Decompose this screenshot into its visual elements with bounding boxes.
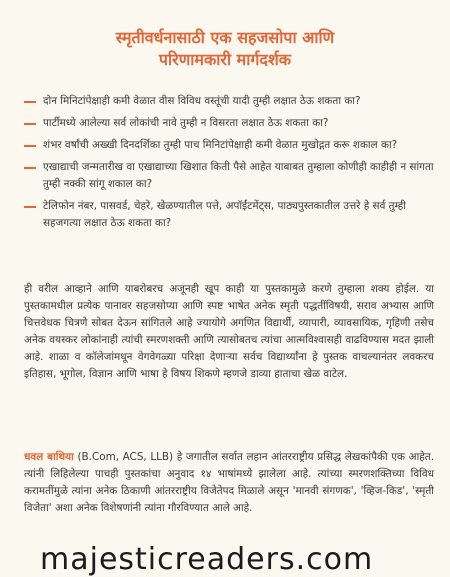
book-title (0, 27, 450, 71)
dash-icon (24, 123, 36, 125)
list-item-text: पार्टीमध्ये आलेल्या सर्व लोकांची नावे तुम्ही न विसरता लक्षात ठेऊ शकता का? (43, 117, 329, 129)
dash-icon (24, 145, 36, 147)
author-bio (24, 449, 434, 517)
list-item (24, 115, 434, 132)
author-name: धवल बाथिया (24, 451, 74, 463)
author-bio-text: (B.Com, ACS, LLB) हे जगातील सर्वात लहान आंतरराष्ट्रीय प्रसिद्ध लेखकांपैकी एक आहेत. त्यांनी लिहिलेल्या पाचही पुस्तकांचा अनुवाद १४ भाषांमध्ये झालेला आहे. त्यांच्या स्मरणशक्तिच्या विविध करामतींमुळे त्यांना अनेक ठिकाणी आंतरराष्ट्रीय विजेतेपद मिळाले असून 'मानवी संगणक', 'व्हिज-किड', 'स्मृती विजेता' अशा अनेक विशेषणांनी त्यांना गौरविण्यात आले आहे. (24, 451, 434, 514)
description-paragraph: ही वरील आव्हाने आणि याबरोबरच अजूनही खूप काही या पुस्तकामुळे करणे तुम्हाला शक्य होईल. या पुस्तकामधील प्रत्येक पानावर सहजसोप्या आणि स्पष्ट भाषेत अनेक स्मृती पद्धतींविषयी, सराव अभ्यास आणि चित्तवेधक चित्रणे सोबत देऊन सांगितले आहे ज्यायोगे अगणित विद्यार्थी, व्यापारी, व्यावसायिक, गृहिणी तसेच अनेक वयस्कर लोकांनाही त्यांची स्मरणशक्ती आणि त्यासोबतच त्यांचा आत्मविश्वासही वाढविण्यास मदत झाली आहे. शाळा व कॉलेजांमधून वेगवेगळ्या परिक्षा देणाऱ्या सर्वच विद्यार्थ्यांना हे पुस्तक वाचल्यानंतर लवकरच इतिहास, भूगोल, विज्ञान आणि भाषा हे विषय शिकणे म्हणजे डाव्या हाताचा खेळ वाटेल. (24, 283, 434, 380)
watermark: majesticreaders.com (40, 542, 374, 577)
title-line-1: स्मृतीवर्धनासाठी एक सहजसोपा आणि (115, 28, 335, 47)
title-line-2: परिणामकारी मार्गदर्शक (158, 50, 292, 69)
list-item-text: शंभर वर्षांची अख्खी दिनदर्शिका तुम्ही पाच मिनिटांपेक्षाही कमी वेळात मुखोद्गत करू शकाल का? (43, 139, 398, 151)
dash-icon (24, 167, 36, 169)
list-item-text: टेलिफोन नंबर, पासवर्ड, चेहरे, खेळण्यातील पत्ते, अपॉईंटमेंट्स, पाठ्यपुस्तकातील उत्तरे हे सर्व तुम्ही सहजगत्या लक्षात ठेऊ शकता का? (43, 200, 406, 229)
list-item-text: एखाद्याची जन्मतारीख वा एखाद्याच्या खिशात किती पैसे आहेत याबाबत तुम्हाला कोणीही काहीही न सांगता तुम्ही नक्की सांगू शकाल का? (43, 161, 434, 190)
list-item (24, 198, 434, 232)
list-item-text: दोन मिनिटांपेक्षाही कमी वेळात वीस विविध वस्तूंची यादी तुम्ही लक्षात ठेऊ शकता का? (43, 95, 361, 107)
dash-icon (24, 206, 36, 208)
dash-icon (24, 101, 36, 103)
list-item (24, 137, 434, 154)
question-list (24, 93, 434, 237)
list-item (24, 93, 434, 110)
list-item (24, 159, 434, 193)
